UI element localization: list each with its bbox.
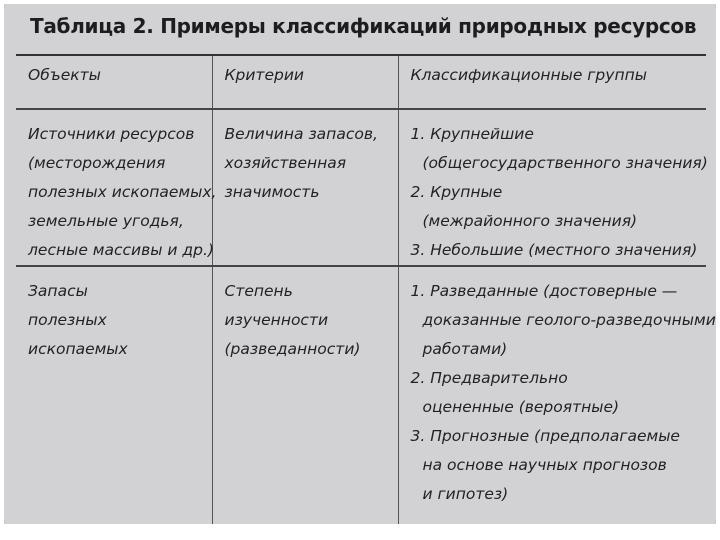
group-item: (общегосударственного значения) bbox=[422, 154, 708, 172]
cell-line: Источники ресурсов bbox=[28, 125, 195, 143]
classification-table bbox=[16, 54, 716, 524]
table-header-row bbox=[16, 55, 706, 109]
cell-line: полезных bbox=[28, 311, 107, 329]
cell-line: Запасы bbox=[28, 282, 88, 300]
cell-line: Величина запасов, bbox=[224, 125, 378, 143]
cell-line: ископаемых bbox=[28, 340, 128, 358]
group-item: оцененные (вероятные) bbox=[422, 398, 620, 416]
group-item: доказанные геолого-разведочными bbox=[422, 311, 716, 329]
group-item: 3. Прогнозные (предполагаемые bbox=[410, 427, 680, 445]
cell-line: полезных ископаемых, bbox=[28, 183, 217, 201]
group-item: 1. Крупнейшие bbox=[410, 125, 534, 143]
table-row bbox=[16, 266, 706, 524]
header-objects: Объекты bbox=[16, 55, 212, 109]
header-criteria: Критерии bbox=[212, 55, 398, 109]
group-item: на основе научных прогнозов bbox=[422, 456, 667, 474]
group-item: работами) bbox=[422, 340, 508, 358]
object-cell bbox=[16, 266, 212, 524]
group-item: 2. Крупные bbox=[410, 183, 503, 201]
cell-line: хозяйственная bbox=[224, 154, 347, 172]
group-item: 3. Небольшие (местного значения) bbox=[410, 241, 698, 259]
cell-line: Степень bbox=[224, 282, 293, 300]
cell-line: (месторождения bbox=[28, 154, 166, 172]
criterion-cell bbox=[212, 109, 398, 266]
scanned-page bbox=[4, 4, 716, 524]
criterion-cell bbox=[212, 266, 398, 524]
group-item: 1. Разведанные (достоверные — bbox=[410, 282, 678, 300]
header-groups: Классификационные группы bbox=[398, 55, 706, 109]
groups-cell bbox=[398, 266, 716, 524]
group-item: и гипотез) bbox=[422, 485, 509, 503]
cell-line: лесные массивы и др.) bbox=[28, 241, 214, 259]
cell-line: (разведанности) bbox=[224, 340, 361, 358]
cell-line: изученности bbox=[224, 311, 329, 329]
cell-line: земельные угодья, bbox=[28, 212, 184, 230]
group-item: (межрайонного значения) bbox=[422, 212, 638, 230]
object-cell bbox=[16, 109, 217, 266]
group-item: 2. Предварительно bbox=[410, 369, 568, 387]
table-title: Таблица 2. Примеры классификаций природных ресурсов bbox=[30, 14, 697, 38]
table-row bbox=[16, 109, 706, 266]
groups-cell bbox=[398, 109, 706, 266]
cell-line: значимость bbox=[224, 183, 320, 201]
